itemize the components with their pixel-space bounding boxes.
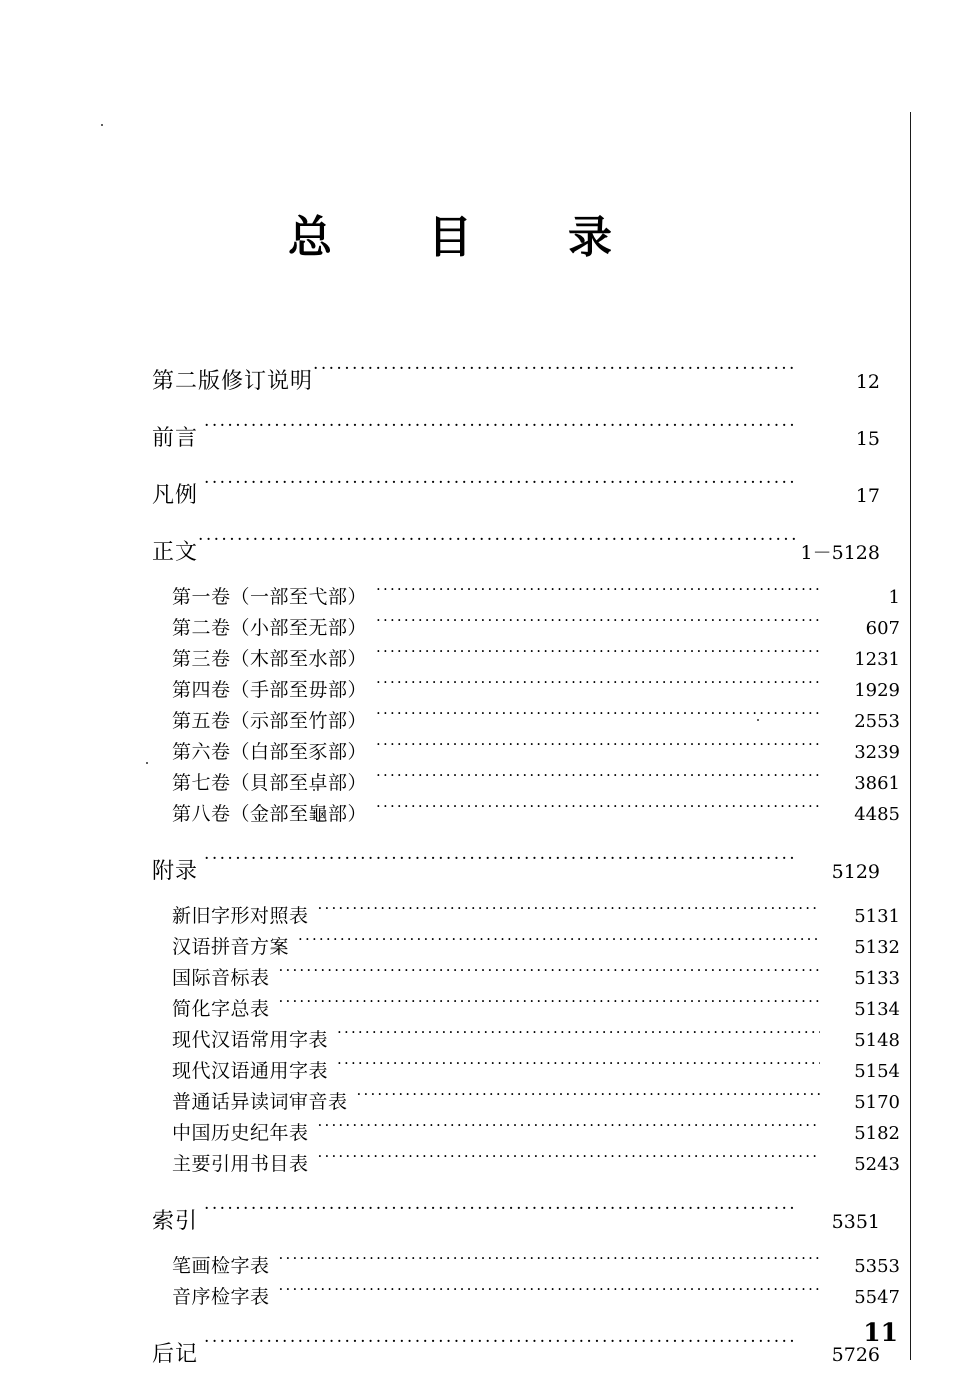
toc-entry-label: 现代汉语通用字表 — [172, 1060, 329, 1082]
toc-entry-label: 汉语拼音方案 — [172, 936, 290, 958]
scan-speck — [101, 124, 103, 126]
dot-leader — [204, 423, 798, 445]
toc-entry-label: 普通话异读词审音表 — [172, 1091, 348, 1113]
dot-leader — [357, 1089, 820, 1108]
toc-group-spacer — [152, 518, 880, 531]
toc-entry-label: 第三卷（木部至水部） — [172, 648, 368, 670]
toc-entry-label: 新旧字形对照表 — [172, 905, 309, 927]
toc-entry-page-number: 15 — [855, 428, 880, 450]
toc-group-spacer — [152, 1244, 880, 1251]
toc-entry-label: 第五卷（示部至竹部） — [172, 710, 368, 732]
dot-leader — [279, 1284, 820, 1303]
toc-subentry-row[interactable] — [172, 613, 900, 644]
toc-entry-label: 现代汉语常用字表 — [172, 1029, 329, 1051]
toc-subentry-row[interactable] — [172, 994, 900, 1025]
toc-subentry-row[interactable] — [172, 768, 900, 799]
toc-entry-label: 第七卷（貝部至卓部） — [172, 772, 368, 794]
scan-speck — [146, 762, 148, 764]
toc-subentry-row[interactable] — [172, 1282, 900, 1313]
dot-leader — [376, 646, 820, 665]
toc-entry-label: 第二版修订说明 — [152, 369, 314, 394]
dot-leader — [337, 1027, 820, 1046]
toc-entry-label: 索引 — [152, 1209, 199, 1234]
toc-entry-page-number: 1－5128 — [800, 542, 880, 564]
toc-entry-label: 中国历史纪年表 — [172, 1122, 309, 1144]
dot-leader — [318, 1151, 820, 1170]
toc-entry-page-number: 5134 — [854, 999, 900, 1020]
dot-leader — [376, 770, 820, 789]
toc-section-row[interactable] — [152, 1333, 880, 1377]
toc-entry-page-number: 5131 — [854, 906, 900, 927]
dot-leader — [279, 1253, 820, 1272]
dot-leader — [298, 934, 820, 953]
toc-entry-label: 主要引用书目表 — [172, 1153, 309, 1175]
toc-subentry-row[interactable] — [172, 1251, 900, 1282]
dot-leader — [204, 1206, 798, 1228]
toc-group-spacer — [152, 894, 880, 901]
toc-group-spacer — [152, 1180, 880, 1200]
toc-subentry-row[interactable] — [172, 706, 900, 737]
dot-leader — [204, 1339, 798, 1361]
toc-entry-page-number: 5133 — [854, 968, 900, 989]
toc-entry-label: 附录 — [152, 859, 199, 884]
page-number: 11 — [863, 1318, 898, 1347]
toc-subentry-row[interactable] — [172, 1149, 900, 1180]
toc-section-row[interactable] — [152, 531, 880, 575]
toc-entry-label: 后记 — [152, 1342, 199, 1367]
dot-leader — [279, 965, 820, 984]
toc-entry-page-number: 607 — [865, 618, 900, 639]
toc-group-spacer — [152, 575, 880, 582]
toc-section-row[interactable] — [152, 360, 880, 404]
toc-entry-page-number: 5353 — [854, 1256, 900, 1277]
toc-section-row[interactable] — [152, 417, 880, 461]
toc-entry-page-number: 5547 — [854, 1287, 900, 1308]
toc-entry-label: 笔画检字表 — [172, 1255, 270, 1277]
dot-leader — [279, 996, 820, 1015]
toc-entry-page-number: 3861 — [854, 773, 900, 794]
dot-leader — [376, 615, 820, 634]
toc-subentry-row[interactable] — [172, 901, 900, 932]
dot-leader — [337, 1058, 820, 1077]
toc-entry-page-number: 5148 — [854, 1030, 900, 1051]
toc-entry-label: 简化字总表 — [172, 998, 270, 1020]
toc-entry-label: 正文 — [152, 540, 199, 565]
toc-entry-page-number: 1929 — [854, 680, 900, 701]
toc-subentry-row[interactable] — [172, 1025, 900, 1056]
dot-leader — [318, 1120, 820, 1139]
toc-entry-page-number: 17 — [855, 485, 880, 507]
toc-subentry-row[interactable] — [172, 582, 900, 613]
dot-leader — [318, 903, 820, 922]
toc-subentry-row[interactable] — [172, 737, 900, 768]
toc-group-spacer — [152, 1313, 880, 1333]
toc-section-row[interactable] — [152, 1200, 880, 1244]
toc-entry-label: 音序检字表 — [172, 1286, 270, 1308]
toc-subentry-row[interactable] — [172, 799, 900, 830]
dot-leader — [204, 480, 798, 502]
dot-leader — [376, 677, 820, 696]
toc-entry-page-number: 1231 — [854, 649, 900, 670]
toc-group-spacer — [152, 404, 880, 417]
toc-entry-page-number: 5132 — [854, 937, 900, 958]
toc-entry-label: 凡例 — [152, 483, 199, 508]
toc-subentry-row[interactable] — [172, 675, 900, 706]
dot-leader — [376, 584, 820, 603]
dot-leader — [313, 366, 798, 388]
toc-subentry-row[interactable] — [172, 1118, 900, 1149]
toc-section-row[interactable] — [152, 474, 880, 518]
toc-subentry-row[interactable] — [172, 1056, 900, 1087]
dot-leader — [376, 801, 820, 820]
toc-group-spacer — [152, 830, 880, 850]
toc-entry-page-number: 3239 — [854, 742, 900, 763]
toc-entry-page-number: 5154 — [854, 1061, 900, 1082]
toc-entry-page-number: 5351 — [831, 1211, 880, 1233]
page-edge-rule — [910, 112, 911, 1360]
toc-entry-label: 第八卷（金部至龜部） — [172, 803, 368, 825]
toc-entry-label: 第六卷（白部至豕部） — [172, 741, 368, 763]
toc-entry-page-number: 5726 — [831, 1344, 880, 1366]
toc-entry-page-number: 2553 — [854, 711, 900, 732]
toc-entry-page-number: 12 — [855, 371, 880, 393]
page-title: 总 目 录 — [288, 212, 638, 263]
toc-group-spacer — [152, 461, 880, 474]
dot-leader — [204, 856, 798, 878]
toc-entry-page-number: 5182 — [854, 1123, 900, 1144]
toc-entry-page-number: 5129 — [831, 861, 880, 883]
toc-entry-label: 第四卷（手部至毋部） — [172, 679, 368, 701]
toc-entry-label: 第一卷（一部至弋部） — [172, 586, 368, 608]
toc-entry-page-number: 5243 — [854, 1154, 900, 1175]
toc-subentry-row[interactable] — [172, 644, 900, 675]
toc-section-row[interactable] — [152, 850, 880, 894]
toc-entry-page-number: 4485 — [854, 804, 900, 825]
dot-leader — [376, 708, 820, 727]
toc-entry-label: 前言 — [152, 426, 199, 451]
toc-entry-label: 第二卷（小部至无部） — [172, 617, 368, 639]
toc-entry-label: 国际音标表 — [172, 967, 270, 989]
toc-entry-page-number: 1 — [888, 587, 900, 608]
toc-subentry-row[interactable] — [172, 932, 900, 963]
toc-entry-page-number: 5170 — [854, 1092, 900, 1113]
dot-leader — [376, 739, 820, 758]
toc-subentry-row[interactable] — [172, 1087, 900, 1118]
dot-leader — [198, 537, 795, 559]
toc-subentry-row[interactable] — [172, 963, 900, 994]
